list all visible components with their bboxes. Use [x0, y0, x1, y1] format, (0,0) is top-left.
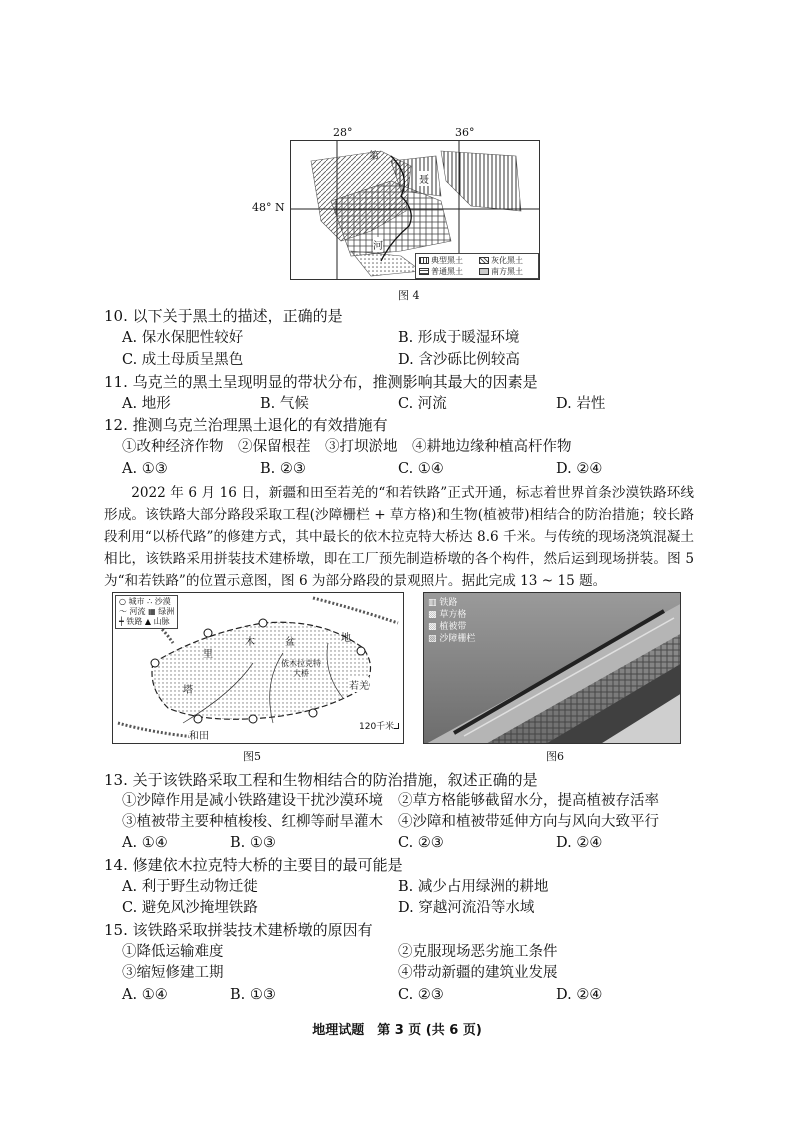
fig5-bridge-label: 依木拉克特大桥: [281, 659, 321, 678]
fig4-lon-36: 36°: [455, 126, 475, 139]
q13-option-a: A. ①④: [122, 835, 168, 851]
q14-option-b: B. 减少占用绿洲的耕地: [398, 879, 549, 895]
q15-option-c: C. ②③: [398, 987, 444, 1003]
reading-passage: 2022 年 6 月 16 日，新疆和田至若羌的“和若铁路”正式开通，标志着世界首条沙漠铁路环线形成。该铁路大部分路段采取工程(沙障栅栏 + 草方格)和生物(植被带)相结合的防治措施；较长路段利用“以桥代路”的修建方式，其中最长的依木拉克特大桥达 8.6 千米。与传统的现场浇筑混凝土相比，该铁路采用拼装技术建桥墩，即在工厂预先制造桥墩的各个构件，然后运到现场拼装。图 5 为“和若铁路”的位置示意图，图 6 为部分路段的景观照片。据此完成 13 ~ 15 题。: [104, 485, 694, 589]
q13-item-2: ②草方格能够截留水分，提高植被存活率: [398, 793, 659, 809]
fig4-label-lu: 聂: [419, 171, 429, 186]
fig5-city-hetian: 和田: [189, 727, 209, 742]
fig5-legend-row2: ～ 河流 ▦ 绿洲: [119, 607, 175, 616]
page-footer: 地理试题 第 3 页 (共 6 页): [312, 1023, 482, 1038]
legend-swatch-podzolized: [479, 257, 489, 264]
q10-option-b: B. 形成于暖湿环境: [398, 330, 520, 346]
q11-option-a: A. 地形: [122, 396, 171, 412]
q12-stem: 12. 推测乌克兰治理黑土退化的有效措施有: [104, 416, 388, 434]
legend-railway: 铁路: [439, 598, 458, 608]
legend-oasis: 绿洲: [158, 607, 175, 616]
q14-option-a: A. 利于野生动物迁徙: [122, 879, 258, 895]
legend-label-typical: 典型黑土: [431, 256, 463, 265]
q15-item-3: ③缩短修建工期: [122, 965, 224, 981]
q13-option-b: B. ①③: [230, 835, 276, 851]
figure-5-map: [112, 592, 404, 744]
fig4-legend: [415, 253, 539, 279]
q10-option-c: C. 成土母质呈黑色: [122, 352, 244, 368]
q10-option-d: D. 含沙砾比例较高: [398, 352, 520, 368]
fig6-legend: [428, 597, 475, 645]
fig5-legend: [115, 595, 178, 629]
fig5-caption: 图5: [243, 750, 261, 763]
q15-option-a: A. ①④: [122, 987, 168, 1003]
legend-river: 河流: [129, 607, 146, 616]
q12-option-d: D. ②④: [556, 461, 603, 477]
legend-label-ordinary: 普通黑土: [431, 267, 463, 276]
fig5-city-ruoqiang: 若羌: [349, 677, 369, 692]
fig5-label-pen: 盆: [285, 637, 295, 648]
q13-item-3: ③植被带主要种植梭梭、红柳等耐旱灌木: [122, 814, 383, 830]
fig5-label-li: 里: [203, 649, 213, 660]
q11-option-c: C. 河流: [398, 396, 447, 412]
legend-sand-fence: 沙障栅栏: [439, 634, 476, 644]
q14-option-d: D. 穿越河流沿等水域: [398, 900, 535, 916]
q11-option-b: B. 气候: [260, 396, 309, 412]
figure-4-map: [290, 140, 540, 280]
q13-item-1: ①沙障作用是减小铁路建设干扰沙漠环境: [122, 793, 383, 809]
fig6-legend-row3: ▩ 植被带: [428, 622, 467, 632]
q11-stem: 11. 乌克兰的黑土呈现明显的带状分布，推测影响其最大的因素是: [104, 373, 538, 391]
q13-option-c: C. ②③: [398, 835, 444, 851]
q10-option-a: A. 保水保肥性较好: [122, 330, 244, 346]
fig6-legend-row2: ▩ 草方格: [428, 610, 467, 620]
figure-6-photo: [423, 592, 681, 744]
fig5-label-di: 地: [341, 633, 351, 644]
q14-option-c: C. 避免风沙掩埋铁路: [122, 900, 258, 916]
fig5-legend-row1: ○ 城市 ∴ 沙漠: [119, 597, 171, 606]
legend-mountain: 山脉: [153, 617, 170, 626]
legend-swatch-ordinary: [419, 268, 429, 275]
legend-label-southern: 南方黑土: [491, 267, 523, 276]
q10-stem: 10. 以下关于黑土的描述，正确的是: [104, 307, 343, 325]
q15-item-2: ②克服现场恶劣施工条件: [398, 944, 558, 960]
legend-swatch-typical: [419, 257, 429, 264]
q15-stem: 15. 该铁路采取拼装技术建桥墩的原因有: [104, 921, 373, 939]
legend-vegetation-belt: 植被带: [439, 622, 467, 632]
fig4-caption: 图 4: [398, 289, 420, 302]
q13-stem: 13. 关于该铁路采取工程和生物相结合的防治措施，叙述正确的是: [104, 771, 538, 789]
fig4-lon-28: 28°: [333, 126, 353, 139]
legend-label-podzolized: 灰化黑土: [491, 256, 523, 265]
fig4-label-di: 第: [369, 151, 379, 162]
fig4-label-he: 河: [373, 237, 383, 252]
q15-item-1: ①降低运输难度: [122, 944, 224, 960]
fig5-legend-row3: ┿ 铁路 ▲ 山脉: [119, 617, 170, 626]
fig6-legend-row4: ▧ 沙障栅栏: [428, 634, 476, 644]
legend-swatch-southern: [479, 268, 489, 275]
legend-straw-grid: 草方格: [439, 610, 467, 620]
q12-option-a: A. ①③: [122, 461, 168, 477]
q13-item-4: ④沙障和植被带延伸方向与风向大致平行: [398, 814, 659, 830]
q11-option-d: D. 岩性: [556, 396, 606, 412]
q14-stem: 14. 修建依木拉克特大桥的主要目的最可能是: [104, 856, 403, 874]
q15-option-d: D. ②④: [556, 987, 603, 1003]
q15-option-b: B. ①③: [230, 987, 276, 1003]
q12-items: ①改种经济作物 ②保留根茬 ③打坝淤地 ④耕地边缘种植高杆作物: [122, 439, 572, 455]
q12-option-c: C. ①④: [398, 461, 444, 477]
fig6-legend-row1: ▥ 铁路: [428, 598, 458, 608]
q15-item-4: ④带动新疆的建筑业发展: [398, 965, 558, 981]
q13-option-d: D. ②④: [556, 835, 603, 851]
fig5-scale-label: 120千米: [359, 719, 394, 732]
fig5-label-ta: 塔: [183, 685, 193, 696]
fig5-label-mu: 木: [245, 637, 255, 648]
legend-desert: 沙漠: [154, 597, 171, 606]
q12-option-b: B. ②③: [260, 461, 306, 477]
fig6-caption: 图6: [546, 750, 564, 763]
legend-city: 城市: [128, 597, 145, 606]
fig4-lat-48: 48° N: [252, 201, 285, 214]
legend-railway: 铁路: [126, 617, 143, 626]
